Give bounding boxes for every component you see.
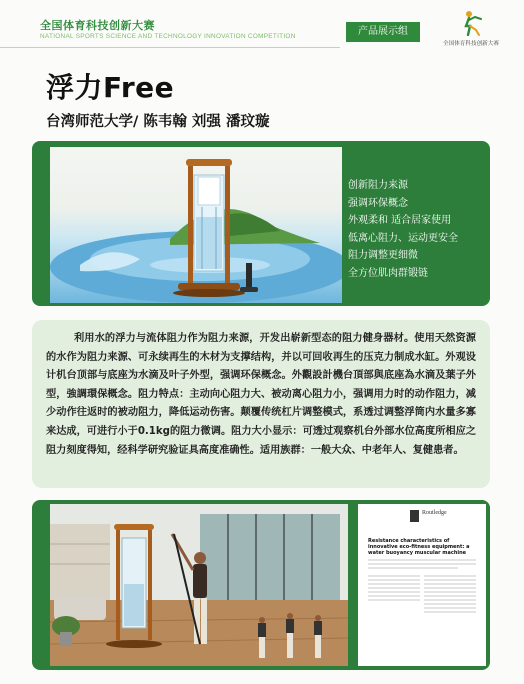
room-scene-illustration [50, 504, 348, 666]
logo-caption: 全国体育科技创新大赛 [443, 41, 499, 47]
water-machine-illustration [50, 147, 342, 303]
research-paper-thumbnail [358, 504, 486, 666]
usage-panel [32, 500, 490, 670]
description-panel [32, 320, 490, 488]
feature-item: 全方位肌肉群锻链 [348, 267, 428, 279]
competition-logo [436, 10, 506, 50]
feature-item: 创新阻力来源 [348, 180, 408, 191]
feature-item: 外观柔和 适合居家使用 [348, 215, 452, 226]
product-authors: 台湾师范大学/ 陈韦翰 刘强 潘玟璇 [46, 114, 270, 130]
feature-list [348, 177, 488, 282]
competition-name-en: NATIONAL SPORTS SCIENCE AND TECHNOLOGY INNOVATION COMPETITION [40, 33, 296, 40]
runner-logo-icon [461, 10, 483, 36]
paper-title: Resistance characteristics of innovative eco-fitness equipment: a water buoyancy muscular machine [368, 538, 470, 556]
product-title: 浮力Free [46, 71, 175, 104]
product-photo [50, 147, 342, 303]
page-header [0, 0, 524, 60]
paper-publisher: Routledge [422, 510, 447, 516]
category-badge: 产品展示组 [346, 22, 420, 42]
product-hero-panel [32, 141, 490, 306]
usage-photo [50, 504, 348, 666]
header-divider [0, 47, 340, 48]
feature-item: 强调环保概念 [348, 197, 408, 209]
product-description: 利用水的浮力与流体阻力作为阻力来源，开发出崭新型态的阻力健身器材。使用天然资源的水作为阻力来源、可永续再生的木材为支撑结构，并以可回收再生的压克力制成水缸。外观设计机台顶部与底座为水滴及叶子外型，强调环保概念。外觀設計機台頂部與底座為水滴及葉子外型，強調環保概念。阻力特点：主动向心阻力大、被动离心阻力小，强调用力时的动作阻力，减少动作往返时的被动阻力，降低运动伤害。颠覆传统杠片调整模式，系透过调整浮筒内水量多寡来达成，可进行小于0.1kg的阻力微调。阻力大小显示：可透过观察机台外部水位高度所相应之阻力刻度得知，经科学研究验证具高度准确性。适用族群：一般大众、中老年人、复健患者。 [46, 333, 476, 456]
competition-name-cn: 全国体育科技创新大赛 [40, 19, 155, 32]
paper-page-icon [358, 504, 486, 666]
feature-item: 阻力调整更细微 [348, 250, 418, 261]
feature-item: 低离心阻力、运动更安全 [348, 232, 458, 244]
